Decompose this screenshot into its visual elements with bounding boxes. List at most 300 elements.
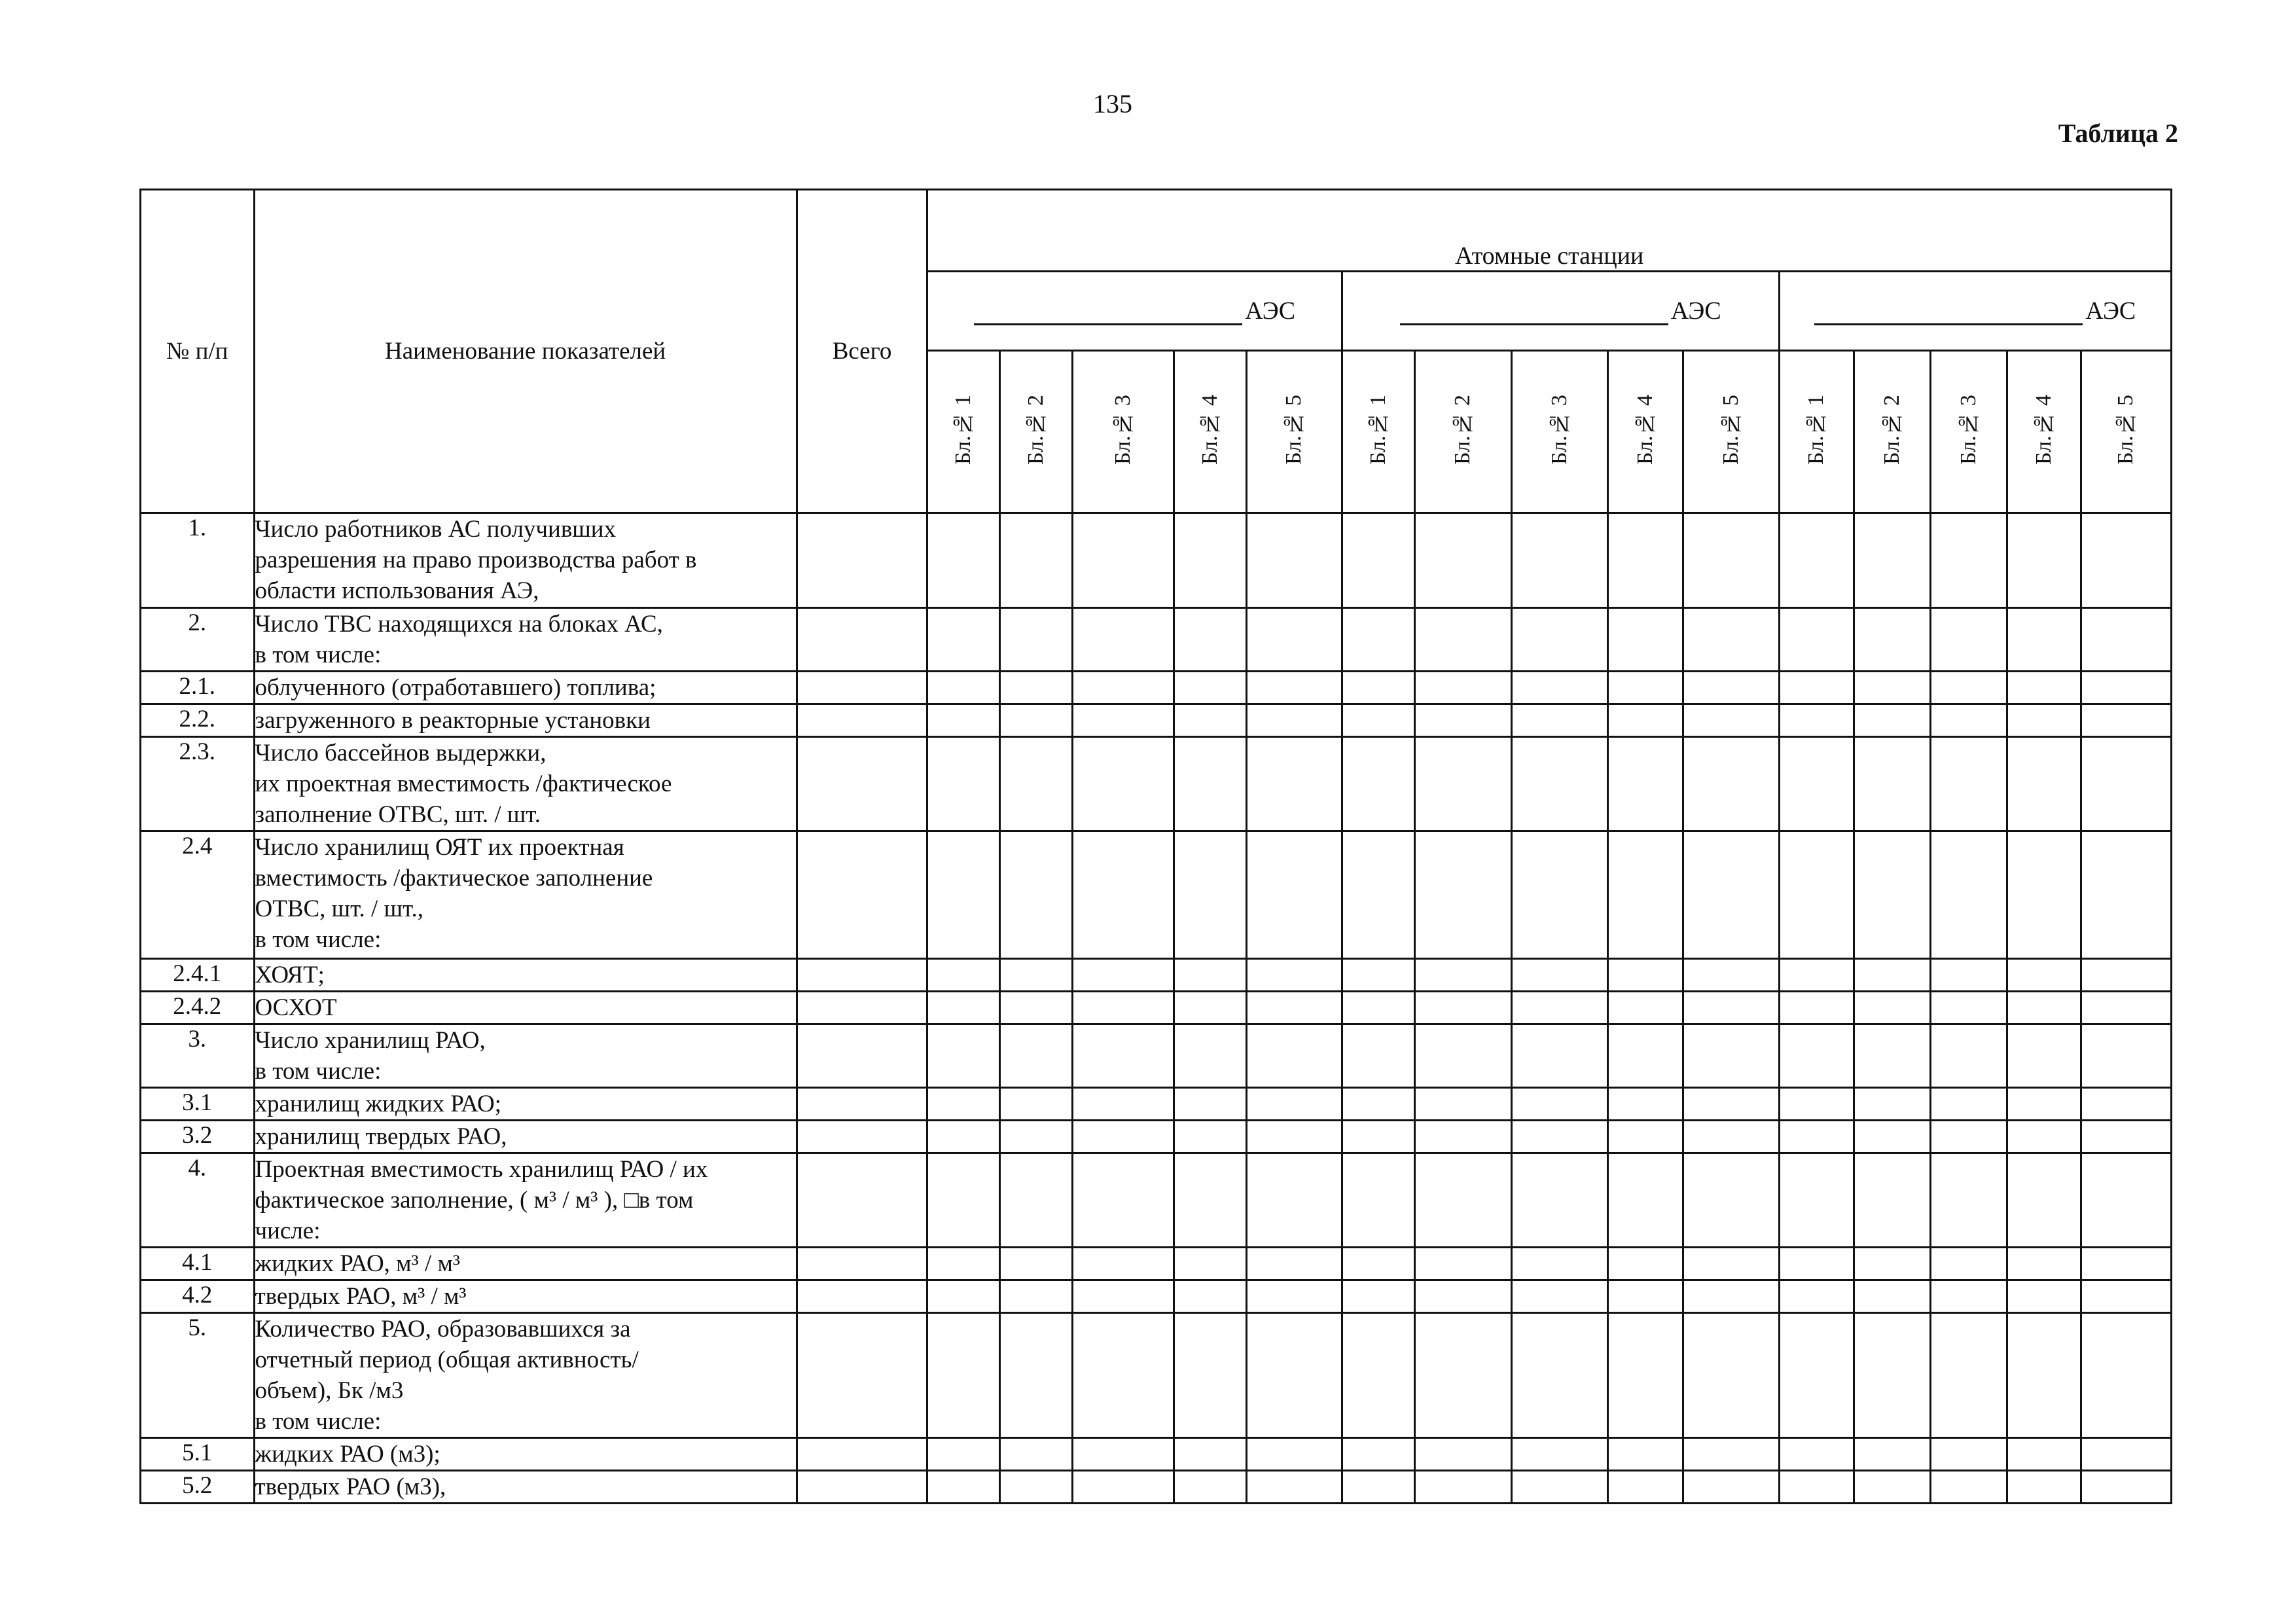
total-cell[interactable] [797,672,927,704]
block-value-cell[interactable] [2007,992,2081,1024]
block-value-cell[interactable] [927,1471,1000,1504]
block-value-cell[interactable] [1683,513,1779,608]
block-value-cell[interactable] [1414,704,1511,737]
block-value-cell[interactable] [2081,1153,2171,1248]
block-value-cell[interactable] [1779,1280,1854,1313]
block-value-cell[interactable] [927,1313,1000,1438]
block-value-cell[interactable] [1342,959,1414,992]
block-value-cell[interactable] [1608,1248,1683,1280]
row-number: 3. [141,1024,255,1088]
block-value-cell[interactable] [1512,959,1608,992]
block-value-cell[interactable] [1854,704,1930,737]
block-value-cell[interactable] [1174,831,1246,959]
block-value-cell[interactable] [1342,1121,1414,1153]
block-value-cell[interactable] [1414,1153,1511,1248]
block-value-cell[interactable] [1779,1088,1854,1121]
block-value-cell[interactable] [2081,831,2171,959]
block-value-cell[interactable] [1930,959,2007,992]
block-value-cell[interactable] [1930,1248,2007,1280]
block-value-cell[interactable] [1779,831,1854,959]
block-value-cell[interactable] [1073,1248,1174,1280]
block-value-cell[interactable] [1000,672,1073,704]
block-value-cell[interactable] [1246,1121,1342,1153]
block-value-cell[interactable] [1930,672,2007,704]
block-value-cell[interactable] [2081,1313,2171,1438]
block-value-cell[interactable] [1000,1088,1073,1121]
block-value-cell[interactable] [1000,1280,1073,1313]
block-value-cell[interactable] [2081,1280,2171,1313]
block-value-cell[interactable] [1683,608,1779,672]
block-value-cell[interactable] [1512,1153,1608,1248]
block-value-cell[interactable] [1854,1121,1930,1153]
block-value-cell[interactable] [1246,1471,1342,1504]
block-value-cell[interactable] [1854,1280,1930,1313]
plant-suffix: АЭС [1670,297,1721,325]
block-value-cell[interactable] [2007,1024,2081,1088]
block-value-cell[interactable] [1854,1024,1930,1088]
block-value-cell[interactable] [1779,959,1854,992]
block-value-cell[interactable] [1174,959,1246,992]
block-value-cell[interactable] [1930,1121,2007,1153]
block-value-cell[interactable] [1414,1088,1511,1121]
block-value-cell[interactable] [1512,1088,1608,1121]
block-value-cell[interactable] [1608,672,1683,704]
block-header [1779,351,1854,513]
block-value-cell[interactable] [1683,672,1779,704]
block-value-cell[interactable] [1608,1024,1683,1088]
block-value-cell[interactable] [1246,1088,1342,1121]
block-value-cell[interactable] [1342,1088,1414,1121]
block-value-cell[interactable] [1342,1471,1414,1504]
block-value-cell[interactable] [1608,737,1683,831]
block-value-cell[interactable] [2081,608,2171,672]
block-value-cell[interactable] [2081,1088,2171,1121]
block-value-cell[interactable] [1414,959,1511,992]
block-value-cell[interactable] [1414,737,1511,831]
block-value-cell[interactable] [1174,1121,1246,1153]
block-value-cell[interactable] [1930,608,2007,672]
block-value-cell[interactable] [2081,704,2171,737]
block-value-cell[interactable] [2007,1088,2081,1121]
block-value-cell[interactable] [1246,831,1342,959]
block-value-cell[interactable] [1414,1121,1511,1153]
block-value-cell[interactable] [1174,704,1246,737]
block-value-cell[interactable] [1246,704,1342,737]
block-value-cell[interactable] [1174,513,1246,608]
block-value-cell[interactable] [1000,704,1073,737]
block-value-cell[interactable] [1246,608,1342,672]
block-label: Бл.№ 4 [2031,395,2056,465]
block-value-cell[interactable] [1779,1153,1854,1248]
block-header [1342,351,1414,513]
block-value-cell[interactable] [2081,737,2171,831]
block-value-cell[interactable] [1414,608,1511,672]
block-value-cell[interactable] [2081,1024,2171,1088]
block-value-cell[interactable] [2081,672,2171,704]
total-cell[interactable] [797,1438,927,1471]
block-value-cell[interactable] [1930,704,2007,737]
block-value-cell[interactable] [1246,737,1342,831]
block-value-cell[interactable] [1854,992,1930,1024]
block-value-cell[interactable] [1073,831,1174,959]
block-value-cell[interactable] [2081,959,2171,992]
block-value-cell[interactable] [1512,1280,1608,1313]
block-value-cell[interactable] [1000,831,1073,959]
block-value-cell[interactable] [2081,1471,2171,1504]
block-value-cell[interactable] [1779,608,1854,672]
block-value-cell[interactable] [1246,1280,1342,1313]
block-header [1930,351,2007,513]
total-cell[interactable] [797,1313,927,1438]
block-value-cell[interactable] [1342,1313,1414,1438]
block-value-cell[interactable] [1174,1024,1246,1088]
block-value-cell[interactable] [2007,513,2081,608]
block-value-cell[interactable] [927,513,1000,608]
block-value-cell[interactable] [1854,1471,1930,1504]
block-value-cell[interactable] [1608,1471,1683,1504]
total-cell[interactable] [797,959,927,992]
block-value-cell[interactable] [1930,992,2007,1024]
block-value-cell[interactable] [1608,831,1683,959]
block-value-cell[interactable] [2007,1471,2081,1504]
block-value-cell[interactable] [1779,1121,1854,1153]
block-value-cell[interactable] [927,831,1000,959]
row-number: 5.1 [141,1438,255,1471]
block-value-cell[interactable] [1683,1313,1779,1438]
block-value-cell[interactable] [1342,1024,1414,1088]
block-value-cell[interactable] [1683,1153,1779,1248]
block-value-cell[interactable] [1512,513,1608,608]
block-value-cell[interactable] [1414,1471,1511,1504]
block-value-cell[interactable] [1854,1153,1930,1248]
block-value-cell[interactable] [1174,1438,1246,1471]
block-value-cell[interactable] [1174,1153,1246,1248]
block-value-cell[interactable] [1174,1471,1246,1504]
block-value-cell[interactable] [1608,513,1683,608]
total-cell[interactable] [797,513,927,608]
block-value-cell[interactable] [927,959,1000,992]
block-value-cell[interactable] [1414,1313,1511,1438]
block-value-cell[interactable] [1608,1438,1683,1471]
block-value-cell[interactable] [1246,992,1342,1024]
header-stations: Атомные станции [927,190,2172,272]
block-value-cell[interactable] [1930,1313,2007,1438]
block-value-cell[interactable] [1512,737,1608,831]
block-value-cell[interactable] [2007,1280,2081,1313]
block-value-cell[interactable] [1512,1121,1608,1153]
block-value-cell[interactable] [1073,1471,1174,1504]
block-value-cell[interactable] [1174,672,1246,704]
block-value-cell[interactable] [2007,737,2081,831]
block-value-cell[interactable] [1174,1088,1246,1121]
block-value-cell[interactable] [1512,704,1608,737]
block-value-cell[interactable] [1854,737,1930,831]
block-value-cell[interactable] [2007,608,2081,672]
block-value-cell[interactable] [927,1088,1000,1121]
block-value-cell[interactable] [1174,1280,1246,1313]
block-value-cell[interactable] [1683,1121,1779,1153]
block-value-cell[interactable] [1000,959,1073,992]
block-value-cell[interactable] [2007,959,2081,992]
block-value-cell[interactable] [1174,1248,1246,1280]
block-value-cell[interactable] [1073,608,1174,672]
block-value-cell[interactable] [1174,608,1246,672]
block-value-cell[interactable] [2081,1121,2171,1153]
block-value-cell[interactable] [1174,1313,1246,1438]
block-value-cell[interactable] [1000,1248,1073,1280]
block-value-cell[interactable] [1779,1248,1854,1280]
header-name: Наименование показателей [254,190,797,513]
block-value-cell[interactable] [1000,513,1073,608]
block-value-cell[interactable] [1246,513,1342,608]
block-value-cell[interactable] [1414,672,1511,704]
block-value-cell[interactable] [1073,704,1174,737]
block-value-cell[interactable] [1930,1153,2007,1248]
header-total: Всего [797,190,927,513]
row-indicator-name: загруженного в реакторные установки [254,704,797,737]
block-value-cell[interactable] [1608,1280,1683,1313]
block-value-cell[interactable] [1683,831,1779,959]
block-value-cell[interactable] [1000,1024,1073,1088]
block-value-cell[interactable] [1000,1313,1073,1438]
block-value-cell[interactable] [1779,1024,1854,1088]
block-value-cell[interactable] [1246,1024,1342,1088]
block-value-cell[interactable] [1246,672,1342,704]
block-value-cell[interactable] [1246,1438,1342,1471]
table-row [141,1024,2172,1088]
block-value-cell[interactable] [1608,959,1683,992]
block-value-cell[interactable] [2007,831,2081,959]
row-indicator-name: хранилищ твердых РАО, [254,1121,797,1153]
block-value-cell[interactable] [1246,1313,1342,1438]
block-value-cell[interactable] [927,1153,1000,1248]
block-value-cell[interactable] [1683,1248,1779,1280]
block-value-cell[interactable] [1854,513,1930,608]
block-value-cell[interactable] [927,1024,1000,1088]
total-cell[interactable] [797,1153,927,1248]
block-value-cell[interactable] [1854,672,1930,704]
block-value-cell[interactable] [1174,737,1246,831]
block-value-cell[interactable] [1000,737,1073,831]
block-value-cell[interactable] [1342,608,1414,672]
block-value-cell[interactable] [927,1280,1000,1313]
block-value-cell[interactable] [2007,1438,2081,1471]
block-value-cell[interactable] [927,1121,1000,1153]
block-value-cell[interactable] [1512,992,1608,1024]
block-value-cell[interactable] [1512,1438,1608,1471]
block-label: Бл.№ 1 [951,395,976,465]
block-value-cell[interactable] [1779,704,1854,737]
block-value-cell[interactable] [1930,1438,2007,1471]
block-value-cell[interactable] [1608,608,1683,672]
total-cell[interactable] [797,704,927,737]
block-value-cell[interactable] [1608,1088,1683,1121]
block-value-cell[interactable] [1342,1280,1414,1313]
block-value-cell[interactable] [1608,1313,1683,1438]
block-value-cell[interactable] [1342,672,1414,704]
block-value-cell[interactable] [1342,704,1414,737]
block-header [1174,351,1246,513]
block-value-cell[interactable] [1414,1438,1511,1471]
plant-header-2 [1342,272,1779,351]
block-value-cell[interactable] [1854,1248,1930,1280]
total-cell[interactable] [797,1248,927,1280]
block-value-cell[interactable] [1073,959,1174,992]
block-value-cell[interactable] [1779,1471,1854,1504]
block-value-cell[interactable] [1073,672,1174,704]
block-value-cell[interactable] [1342,1438,1414,1471]
block-value-cell[interactable] [1683,992,1779,1024]
block-header [1854,351,1930,513]
total-cell[interactable] [797,1471,927,1504]
block-value-cell[interactable] [1683,1280,1779,1313]
block-value-cell[interactable] [1000,1471,1073,1504]
block-value-cell[interactable] [1246,1248,1342,1280]
block-header [1414,351,1511,513]
block-value-cell[interactable] [1073,513,1174,608]
block-label: Бл.№ 2 [1879,395,1904,465]
block-value-cell[interactable] [1512,831,1608,959]
total-cell[interactable] [797,1024,927,1088]
block-value-cell[interactable] [927,1438,1000,1471]
block-value-cell[interactable] [2007,1121,2081,1153]
block-value-cell[interactable] [1683,737,1779,831]
block-value-cell[interactable] [1854,1438,1930,1471]
block-value-cell[interactable] [1073,737,1174,831]
block-value-cell[interactable] [1174,992,1246,1024]
block-value-cell[interactable] [1342,737,1414,831]
block-value-cell[interactable] [1342,992,1414,1024]
block-value-cell[interactable] [1073,1088,1174,1121]
block-value-cell[interactable] [1342,1153,1414,1248]
block-value-cell[interactable] [1854,959,1930,992]
block-value-cell[interactable] [1342,1248,1414,1280]
block-label: Бл.№ 4 [1633,395,1658,465]
block-value-cell[interactable] [1414,513,1511,608]
block-value-cell[interactable] [2007,704,2081,737]
block-value-cell[interactable] [1608,992,1683,1024]
block-value-cell[interactable] [1073,1438,1174,1471]
block-value-cell[interactable] [1779,672,1854,704]
total-cell[interactable] [797,737,927,831]
block-value-cell[interactable] [1683,704,1779,737]
block-value-cell[interactable] [1246,1153,1342,1248]
block-value-cell[interactable] [1779,513,1854,608]
block-value-cell[interactable] [2007,1248,2081,1280]
total-cell[interactable] [797,1280,927,1313]
block-value-cell[interactable] [1854,831,1930,959]
block-value-cell[interactable] [1246,959,1342,992]
block-value-cell[interactable] [1854,1088,1930,1121]
block-value-cell[interactable] [1930,831,2007,959]
block-value-cell[interactable] [1414,1248,1511,1280]
block-value-cell[interactable] [1683,1471,1779,1504]
block-value-cell[interactable] [2081,992,2171,1024]
block-value-cell[interactable] [1608,1121,1683,1153]
total-cell[interactable] [797,1088,927,1121]
block-value-cell[interactable] [927,1248,1000,1280]
block-value-cell[interactable] [1930,1088,2007,1121]
block-value-cell[interactable] [1512,1471,1608,1504]
block-value-cell[interactable] [1414,831,1511,959]
total-cell[interactable] [797,608,927,672]
block-value-cell[interactable] [1000,1121,1073,1153]
block-value-cell[interactable] [1073,1121,1174,1153]
table-row [141,992,2172,1024]
block-value-cell[interactable] [1342,831,1414,959]
block-value-cell[interactable] [1512,672,1608,704]
block-value-cell[interactable] [1683,1024,1779,1088]
block-value-cell[interactable] [2007,1153,2081,1248]
block-value-cell[interactable] [1414,1024,1511,1088]
total-cell[interactable] [797,831,927,959]
block-value-cell[interactable] [1000,608,1073,672]
block-value-cell[interactable] [1930,1280,2007,1313]
block-value-cell[interactable] [1414,992,1511,1024]
block-value-cell[interactable] [1073,1024,1174,1088]
block-value-cell[interactable] [1512,1248,1608,1280]
block-value-cell[interactable] [1073,1280,1174,1313]
block-value-cell[interactable] [1512,1024,1608,1088]
block-value-cell[interactable] [2081,1248,2171,1280]
plant-header-3 [1779,272,2171,351]
block-value-cell[interactable] [1073,1153,1174,1248]
block-value-cell[interactable] [1779,992,1854,1024]
block-value-cell[interactable] [927,737,1000,831]
block-value-cell[interactable] [1683,959,1779,992]
block-value-cell[interactable] [1608,1153,1683,1248]
block-value-cell[interactable] [927,992,1000,1024]
block-value-cell[interactable] [2007,672,2081,704]
total-cell[interactable] [797,1121,927,1153]
block-value-cell[interactable] [2007,1313,2081,1438]
block-value-cell[interactable] [927,672,1000,704]
block-value-cell[interactable] [2081,1438,2171,1471]
total-cell[interactable] [797,992,927,1024]
block-value-cell[interactable] [1779,737,1854,831]
block-value-cell[interactable] [2081,513,2171,608]
block-value-cell[interactable] [1683,1438,1779,1471]
row-number: 5. [141,1313,255,1438]
block-value-cell[interactable] [927,608,1000,672]
block-value-cell[interactable] [1683,1088,1779,1121]
block-value-cell[interactable] [927,704,1000,737]
row-indicator-name: Проектная вместимость хранилищ РАО / их фактическое заполнение, ( м³ / м³ ), □в том числе: [254,1153,797,1248]
block-value-cell[interactable] [1854,1313,1930,1438]
block-value-cell[interactable] [1930,737,2007,831]
block-value-cell[interactable] [1073,1313,1174,1438]
block-value-cell[interactable] [1930,1024,2007,1088]
block-value-cell[interactable] [1073,992,1174,1024]
table-row [141,959,2172,992]
block-value-cell[interactable] [1512,1313,1608,1438]
block-value-cell[interactable] [1779,1313,1854,1438]
block-value-cell[interactable] [1930,513,2007,608]
row-indicator-name: твердых РАО (м3), [254,1471,797,1504]
block-value-cell[interactable] [1779,1438,1854,1471]
block-value-cell[interactable] [1930,1471,2007,1504]
block-label: Бл.№ 5 [2113,395,2138,465]
block-value-cell[interactable] [1342,513,1414,608]
block-value-cell[interactable] [1854,608,1930,672]
block-value-cell[interactable] [1512,608,1608,672]
row-number: 3.2 [141,1121,255,1153]
block-value-cell[interactable] [1000,992,1073,1024]
block-value-cell[interactable] [1414,1280,1511,1313]
block-value-cell[interactable] [1000,1153,1073,1248]
block-value-cell[interactable] [1000,1438,1073,1471]
block-value-cell[interactable] [1608,704,1683,737]
